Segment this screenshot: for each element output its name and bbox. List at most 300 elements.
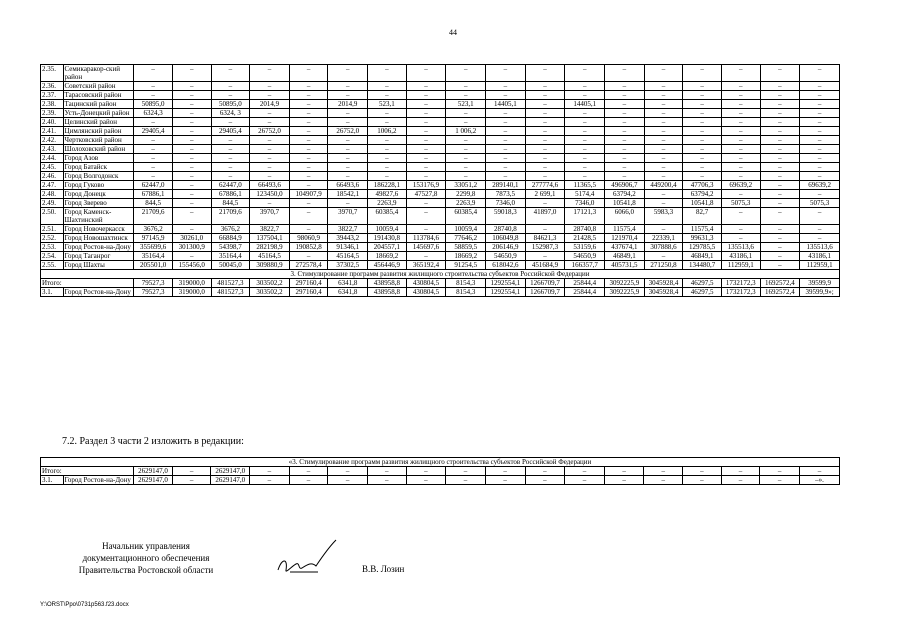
- table-cell: 1266709,7: [525, 279, 565, 288]
- table-cell: 451684,9: [525, 261, 565, 270]
- table-cell: –: [565, 91, 605, 100]
- table-cell: –: [760, 252, 800, 261]
- table-cell: –: [525, 252, 565, 261]
- table-cell: –: [683, 91, 722, 100]
- table-cell: –: [172, 252, 211, 261]
- table-cell: –: [328, 109, 368, 118]
- table-cell: –: [760, 154, 800, 163]
- table-cell: 301300,9: [172, 243, 211, 252]
- table-cell: –: [760, 181, 800, 190]
- table-cell: –: [406, 208, 446, 225]
- signatory-name: В.В. Лозин: [362, 564, 405, 574]
- row-number: 2.36.: [41, 82, 64, 91]
- table-cell: –: [525, 118, 565, 127]
- table-cell: –: [406, 91, 446, 100]
- table-cell: –: [328, 172, 368, 181]
- table-cell: –: [368, 109, 407, 118]
- table-cell: –: [644, 476, 683, 485]
- row-name: Город Ростов-на-Дону: [63, 243, 134, 252]
- table-cell: 430804,5: [406, 279, 446, 288]
- table-cell: –: [605, 127, 645, 136]
- table-cell: 205501,0: [134, 261, 173, 270]
- table-row: [41, 91, 840, 100]
- table-cell: 29405,4: [134, 127, 173, 136]
- table-cell: –: [250, 199, 290, 208]
- table-cell: 3822,7: [328, 225, 368, 234]
- table-cell: 14405,1: [486, 100, 526, 109]
- table-cell: 3045928,4: [644, 288, 683, 297]
- table-cell: –: [211, 163, 250, 172]
- table-cell: 17121,3: [565, 208, 605, 225]
- table-cell: –: [250, 145, 290, 154]
- table-cell: –: [565, 172, 605, 181]
- table-cell: –: [565, 82, 605, 91]
- table-cell: 67886,1: [211, 190, 250, 199]
- amendment-table: [40, 457, 840, 485]
- table-cell: 11365,5: [565, 181, 605, 190]
- table-cell: 82,7: [683, 208, 722, 225]
- table-cell: –: [367, 476, 406, 485]
- table-row: [41, 225, 840, 234]
- row-name: Город Гуково: [63, 181, 134, 190]
- table-cell: –: [289, 82, 328, 91]
- table-cell: –: [605, 109, 645, 118]
- table-cell: –: [760, 82, 800, 91]
- table-cell: 112959,1: [800, 261, 840, 270]
- row-name: Город Азов: [63, 154, 134, 163]
- table-cell: 204557,1: [368, 243, 407, 252]
- table-cell: –: [211, 154, 250, 163]
- table-row: [41, 82, 840, 91]
- table-cell: –: [328, 199, 368, 208]
- table-cell: –: [368, 145, 407, 154]
- table-cell: 62447,0: [211, 181, 250, 190]
- table-cell: –: [486, 65, 526, 82]
- table-cell: –: [644, 190, 683, 199]
- table-cell: –: [289, 100, 328, 109]
- table-cell: –: [721, 467, 760, 476]
- table-cell: 97145,9: [134, 234, 173, 243]
- table-cell: –: [486, 163, 526, 172]
- table-cell: –: [486, 91, 526, 100]
- row-name: Чертковский район: [63, 136, 134, 145]
- table-cell: –: [644, 199, 683, 208]
- row-name: Город Шахты: [63, 261, 134, 270]
- table-cell: 365192,4: [406, 261, 446, 270]
- table-cell: 1732172,3: [721, 279, 760, 288]
- table-cell: 79527,3: [134, 288, 173, 297]
- table-cell: –: [289, 172, 328, 181]
- table-cell: –: [644, 100, 683, 109]
- row-name: Город Донецк: [63, 190, 134, 199]
- table-cell: –: [406, 252, 446, 261]
- table-row: [41, 234, 840, 243]
- table-cell: 6341,8: [328, 288, 368, 297]
- table-cell: –: [525, 109, 565, 118]
- row-number: 2.40.: [41, 118, 64, 127]
- table-cell: –: [800, 65, 840, 82]
- row-name: Шолоховский район: [63, 145, 134, 154]
- table-cell: 2014,9: [250, 100, 290, 109]
- table-row: [41, 208, 840, 225]
- row-name: Тарасовский район: [63, 91, 134, 100]
- table-cell: –: [172, 154, 211, 163]
- table-cell: 5075,3: [721, 199, 760, 208]
- table-cell: 10059,4: [368, 225, 407, 234]
- table-cell: 3092225,9: [605, 279, 645, 288]
- table-cell: –: [250, 82, 290, 91]
- table-cell: –: [406, 65, 446, 82]
- table-cell: –: [605, 136, 645, 145]
- row-number: 3.1.: [41, 476, 64, 485]
- table-cell: –: [406, 225, 446, 234]
- table-cell: –: [799, 467, 839, 476]
- file-path: Y:\ORST\Ppo\0731p563.f23.docx: [40, 602, 129, 608]
- row-number: 2.41.: [41, 127, 64, 136]
- table-cell: –: [328, 154, 368, 163]
- table-cell: 91254,5: [446, 261, 486, 270]
- table-cell: 319000,0: [172, 288, 211, 297]
- table-cell: –: [368, 172, 407, 181]
- table-cell: –: [800, 208, 840, 225]
- table-cell: 25844,4: [565, 279, 605, 288]
- table-cell: –: [172, 467, 211, 476]
- table-cell: 6324,3: [134, 109, 173, 118]
- table-cell: 2 699,1: [525, 190, 565, 199]
- table-row: [41, 288, 840, 297]
- table-cell: 123450,0: [250, 190, 290, 199]
- section-title: 3. Стимулирование программ развития жилищного строительства субъектов Российской Федерации: [41, 270, 840, 279]
- table-cell: –: [721, 127, 760, 136]
- table-cell: –: [486, 109, 526, 118]
- table-cell: –: [368, 154, 407, 163]
- table-cell: –: [172, 100, 211, 109]
- table-cell: –: [605, 82, 645, 91]
- table-cell: 112959,1: [721, 261, 760, 270]
- table-row: [41, 136, 840, 145]
- table-cell: –: [368, 163, 407, 172]
- table-cell: –: [683, 65, 722, 82]
- table-cell: 3676,2: [134, 225, 173, 234]
- table-cell: –: [760, 91, 800, 100]
- table-cell: –: [565, 118, 605, 127]
- table-cell: 66493,6: [250, 181, 290, 190]
- table-cell: –: [525, 199, 565, 208]
- table-cell: –: [525, 82, 565, 91]
- table-cell: –: [367, 467, 406, 476]
- table-cell: 63794,2: [683, 190, 722, 199]
- table-cell: –: [760, 234, 800, 243]
- table-cell: –: [721, 109, 760, 118]
- table-cell: 1732172,3: [721, 288, 760, 297]
- table-cell: –: [368, 65, 407, 82]
- table-cell: –: [446, 154, 486, 163]
- table-cell: –: [800, 100, 840, 109]
- table-cell: –: [721, 225, 760, 234]
- table-cell: 58859,5: [446, 243, 486, 252]
- table-cell: 355699,6: [134, 243, 173, 252]
- table-row: [41, 181, 840, 190]
- row-name: Цимлянский район: [63, 127, 134, 136]
- table-cell: 11575,4: [683, 225, 722, 234]
- table-cell: –: [211, 82, 250, 91]
- table-row: [41, 199, 840, 208]
- table-cell: –: [486, 82, 526, 91]
- table-cell: –: [760, 163, 800, 172]
- table-cell: 190852,8: [289, 243, 328, 252]
- table-cell: –: [406, 467, 446, 476]
- table-cell: –: [760, 118, 800, 127]
- table-cell: –: [289, 118, 328, 127]
- table-cell: –: [683, 145, 722, 154]
- table-cell: 10059,4: [446, 225, 486, 234]
- table-cell: 272578,4: [289, 261, 328, 270]
- table-cell: 2014,9: [328, 100, 368, 109]
- table-cell: 43186,1: [800, 252, 840, 261]
- table-cell: 2629147,0: [211, 467, 250, 476]
- table-cell: –: [486, 118, 526, 127]
- table-cell: –: [406, 136, 446, 145]
- table-cell: 46297,5: [683, 279, 722, 288]
- table-cell: 523,1: [368, 100, 407, 109]
- table-cell: –: [800, 109, 840, 118]
- table-cell: –: [683, 476, 722, 485]
- table-cell: 37302,5: [328, 261, 368, 270]
- table-cell: 5983,3: [644, 208, 683, 225]
- table-cell: –: [406, 145, 446, 154]
- table-cell: –: [134, 163, 173, 172]
- table-row: [41, 109, 840, 118]
- table-cell: 309880,9: [250, 261, 290, 270]
- table-row: [41, 145, 840, 154]
- table-cell: –: [683, 127, 722, 136]
- table-cell: –: [134, 65, 173, 82]
- table-cell: 54650,9: [486, 252, 526, 261]
- table-cell: 134480,7: [683, 261, 722, 270]
- table-cell: –: [800, 136, 840, 145]
- section-title: «3. Стимулирование программ развития жилищного строительства субъектов Российской Федерации: [41, 458, 840, 467]
- table-cell: 106049,8: [486, 234, 526, 243]
- table-cell: –: [406, 82, 446, 91]
- table-cell: –: [683, 100, 722, 109]
- table-cell: –: [644, 154, 683, 163]
- table-cell: 3970,7: [250, 208, 290, 225]
- table-cell: –: [644, 225, 683, 234]
- table-cell: –: [525, 100, 565, 109]
- table-cell: 456446,9: [368, 261, 407, 270]
- table-cell: –: [250, 163, 290, 172]
- table-cell: 49827,6: [368, 190, 407, 199]
- table-cell: 145697,6: [406, 243, 446, 252]
- table-cell: –: [683, 82, 722, 91]
- table-cell: 41897,0: [525, 208, 565, 225]
- table-cell: 2263,9: [446, 199, 486, 208]
- table-cell: –: [368, 91, 407, 100]
- table-cell: 844,5: [211, 199, 250, 208]
- table-cell: 18669,2: [368, 252, 407, 261]
- table-cell: 66884,9: [211, 234, 250, 243]
- table-cell: 282198,9: [250, 243, 290, 252]
- table-cell: –: [172, 190, 211, 199]
- table-cell: –: [760, 172, 800, 181]
- row-number: 2.53.: [41, 243, 64, 252]
- table-cell: –: [644, 127, 683, 136]
- table-cell: –: [683, 136, 722, 145]
- table-cell: –: [525, 467, 565, 476]
- table-cell: –: [525, 127, 565, 136]
- table-cell: –: [172, 118, 211, 127]
- table-cell: –: [525, 136, 565, 145]
- table-cell: –: [721, 172, 760, 181]
- table-cell: 618042,6: [486, 261, 526, 270]
- table-cell: –: [172, 127, 211, 136]
- table-cell: –: [406, 109, 446, 118]
- table-cell: 1692572,4: [760, 279, 800, 288]
- row-number: 2.48.: [41, 190, 64, 199]
- table-cell: –: [289, 225, 328, 234]
- row-name: Семикаракор-ский район: [63, 65, 134, 82]
- table-cell: 5075,3: [800, 199, 840, 208]
- table-cell: –: [721, 154, 760, 163]
- table-cell: –: [134, 82, 173, 91]
- table-cell: 303502,2: [250, 288, 290, 297]
- table-cell: 297160,4: [289, 288, 328, 297]
- table-cell: –: [605, 100, 645, 109]
- table-cell: –: [406, 163, 446, 172]
- table-cell: 35164,4: [134, 252, 173, 261]
- row-number: 2.46.: [41, 172, 64, 181]
- table-cell: 438958,8: [368, 288, 407, 297]
- table-cell: 14405,1: [565, 100, 605, 109]
- table-cell: –: [211, 65, 250, 82]
- table-cell: 1006,2: [368, 127, 407, 136]
- table-cell: 39443,2: [328, 234, 368, 243]
- table-cell: 405731,5: [605, 261, 645, 270]
- table-cell: –: [134, 154, 173, 163]
- table-cell: 7346,0: [486, 199, 526, 208]
- row-name: Город Ростов-на-Дону: [63, 476, 134, 485]
- table-cell: 7873,5: [486, 190, 526, 199]
- table-cell: 28740,8: [565, 225, 605, 234]
- table-cell: –: [446, 82, 486, 91]
- table-cell: –: [406, 476, 446, 485]
- table-cell: –: [721, 476, 760, 485]
- table-cell: –: [328, 145, 368, 154]
- total-row: [41, 467, 840, 476]
- table-cell: 135513,6: [800, 243, 840, 252]
- row-number: 2.42.: [41, 136, 64, 145]
- table-cell: –: [760, 199, 800, 208]
- table-cell: –: [446, 163, 486, 172]
- table-cell: 481527,3: [211, 279, 250, 288]
- table-cell: 54398,7: [211, 243, 250, 252]
- table-cell: 60385,4: [368, 208, 407, 225]
- table-cell: –: [289, 252, 328, 261]
- table-cell: –: [172, 82, 211, 91]
- table-row: [41, 476, 840, 485]
- table-cell: –: [525, 91, 565, 100]
- row-number: 2.45.: [41, 163, 64, 172]
- table-cell: 8154,3: [446, 279, 486, 288]
- table-cell: –: [172, 199, 211, 208]
- table-cell: –: [760, 65, 800, 82]
- table-cell: 844,5: [134, 199, 173, 208]
- table-cell: 449200,4: [644, 181, 683, 190]
- table-cell: –: [446, 467, 486, 476]
- table-cell: 47706,3: [683, 181, 722, 190]
- table-row: [41, 172, 840, 181]
- table-cell: –: [250, 136, 290, 145]
- table-cell: –: [721, 82, 760, 91]
- table-cell: –: [328, 163, 368, 172]
- table-cell: 3676,2: [211, 225, 250, 234]
- table-cell: –: [446, 145, 486, 154]
- table-cell: –: [406, 118, 446, 127]
- table-cell: –: [760, 127, 800, 136]
- table-cell: –: [760, 109, 800, 118]
- table-cell: –: [289, 65, 328, 82]
- table-cell: 21709,6: [211, 208, 250, 225]
- table-cell: 63794,2: [605, 190, 645, 199]
- table-cell: 47527,8: [406, 190, 446, 199]
- table-cell: –: [328, 467, 368, 476]
- table-cell: 46849,1: [683, 252, 722, 261]
- table-cell: –: [250, 172, 290, 181]
- table-cell: –: [172, 145, 211, 154]
- table-cell: –: [525, 145, 565, 154]
- table-cell: 430804,5: [406, 288, 446, 297]
- table-cell: –: [605, 163, 645, 172]
- table-cell: –: [486, 154, 526, 163]
- table-cell: 206146,9: [486, 243, 526, 252]
- row-number: 2.39.: [41, 109, 64, 118]
- row-number: 2.35.: [41, 65, 64, 82]
- table-cell: –: [565, 136, 605, 145]
- table-cell: 28740,8: [486, 225, 526, 234]
- table-cell: –: [289, 199, 328, 208]
- table-cell: –: [172, 208, 211, 225]
- table-cell: 67886,1: [134, 190, 173, 199]
- table-cell: 25844,4: [565, 288, 605, 297]
- table-cell: 2299,8: [446, 190, 486, 199]
- table-cell: 153176,9: [406, 181, 446, 190]
- table-cell: 91346,1: [328, 243, 368, 252]
- table-cell: 84621,3: [525, 234, 565, 243]
- section-heading: 7.2. Раздел 3 части 2 изложить в редакции:: [62, 436, 244, 447]
- table-cell: –: [644, 136, 683, 145]
- table-cell: –: [721, 190, 760, 199]
- row-number: 2.54.: [41, 252, 64, 261]
- table-cell: –: [368, 136, 407, 145]
- table-cell: –: [485, 467, 525, 476]
- table-cell: –: [250, 65, 290, 82]
- table-cell: 1292554,1: [486, 279, 526, 288]
- table-cell: –: [446, 172, 486, 181]
- signatory-title-line: Правительства Ростовской области: [78, 565, 214, 575]
- table-row: [41, 163, 840, 172]
- table-cell: –: [565, 65, 605, 82]
- table-cell: –: [721, 65, 760, 82]
- table-cell: 22339,1: [644, 234, 683, 243]
- table-cell: 18542,1: [328, 190, 368, 199]
- table-cell: –: [760, 100, 800, 109]
- table-cell: 50895,0: [211, 100, 250, 109]
- table-cell: –: [683, 163, 722, 172]
- table-cell: 152987,3: [525, 243, 565, 252]
- table-cell: –: [760, 467, 800, 476]
- table-cell: –: [328, 136, 368, 145]
- table-cell: –: [565, 127, 605, 136]
